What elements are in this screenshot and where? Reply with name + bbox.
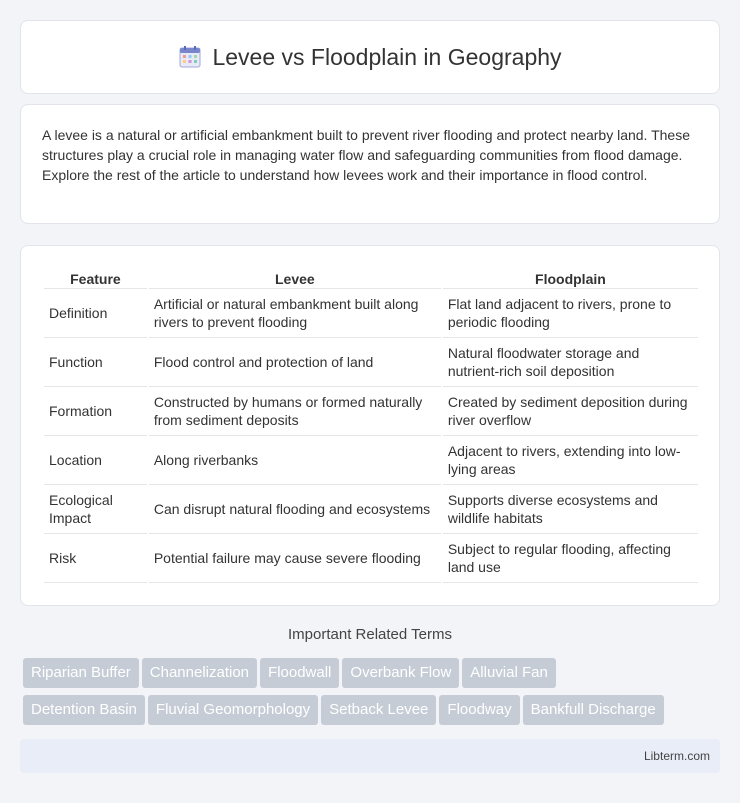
levee-cell: Can disrupt natural flooding and ecosystems <box>149 485 441 534</box>
feature-cell: Risk <box>44 534 147 583</box>
table-row <box>44 436 698 485</box>
term-tag[interactable]: Floodwall <box>260 658 339 688</box>
term-tag[interactable]: Fluvial Geomorphology <box>148 695 318 725</box>
feature-cell: Function <box>44 338 147 387</box>
table-row <box>44 387 698 436</box>
related-terms-list <box>23 658 723 732</box>
levee-cell: Along riverbanks <box>149 436 441 485</box>
page-title: Levee vs Floodplain in Geography <box>212 43 562 70</box>
term-tag[interactable]: Setback Levee <box>321 695 436 725</box>
floodplain-cell: Flat land adjacent to rivers, prone to periodic flooding <box>443 289 698 338</box>
floodplain-cell: Subject to regular flooding, affecting land use <box>443 534 698 583</box>
header-floodplain: Floodplain <box>443 265 698 289</box>
levee-cell: Artificial or natural embankment built along rivers to prevent flooding <box>149 289 441 338</box>
term-tag[interactable]: Detention Basin <box>23 695 145 725</box>
term-tag[interactable]: Overbank Flow <box>342 658 459 688</box>
floodplain-cell: Adjacent to rivers, extending into low-lying areas <box>443 436 698 485</box>
table-row <box>44 289 698 338</box>
feature-cell: Formation <box>44 387 147 436</box>
calendar-icon <box>178 45 202 69</box>
comparison-table <box>42 265 700 583</box>
footer <box>20 739 720 773</box>
term-tag[interactable]: Floodway <box>439 695 519 725</box>
levee-cell: Constructed by humans or formed naturally from sediment deposits <box>149 387 441 436</box>
header-levee: Levee <box>149 265 441 289</box>
table-row <box>44 338 698 387</box>
table-header-row <box>44 265 698 289</box>
term-tag[interactable]: Channelization <box>142 658 257 688</box>
levee-cell: Flood control and protection of land <box>149 338 441 387</box>
floodplain-cell: Created by sediment deposition during river overflow <box>443 387 698 436</box>
header-feature: Feature <box>44 265 147 289</box>
floodplain-cell: Supports diverse ecosystems and wildlife habitats <box>443 485 698 534</box>
feature-cell: Ecological Impact <box>44 485 147 534</box>
footer-link[interactable]: Libterm.com <box>643 749 710 763</box>
page-header <box>20 20 720 94</box>
comparison-table-card <box>20 245 720 606</box>
term-tag[interactable]: Alluvial Fan <box>462 658 556 688</box>
floodplain-cell: Natural floodwater storage and nutrient-rich soil deposition <box>443 338 698 387</box>
term-tag[interactable]: Riparian Buffer <box>23 658 139 688</box>
related-terms-title: Important Related Terms <box>288 626 452 643</box>
feature-cell: Definition <box>44 289 147 338</box>
feature-cell: Location <box>44 436 147 485</box>
table-row <box>44 485 698 534</box>
intro-paragraph: A levee is a natural or artificial embankment built to prevent river flooding and protect nearby land. These structures play a crucial role in managing water flow and safeguarding communities from flood damage. Explore the rest of the article to understand how levees work and their importance in flood control. <box>20 104 720 224</box>
term-tag[interactable]: Bankfull Discharge <box>523 695 664 725</box>
table-row <box>44 534 698 583</box>
levee-cell: Potential failure may cause severe flooding <box>149 534 441 583</box>
